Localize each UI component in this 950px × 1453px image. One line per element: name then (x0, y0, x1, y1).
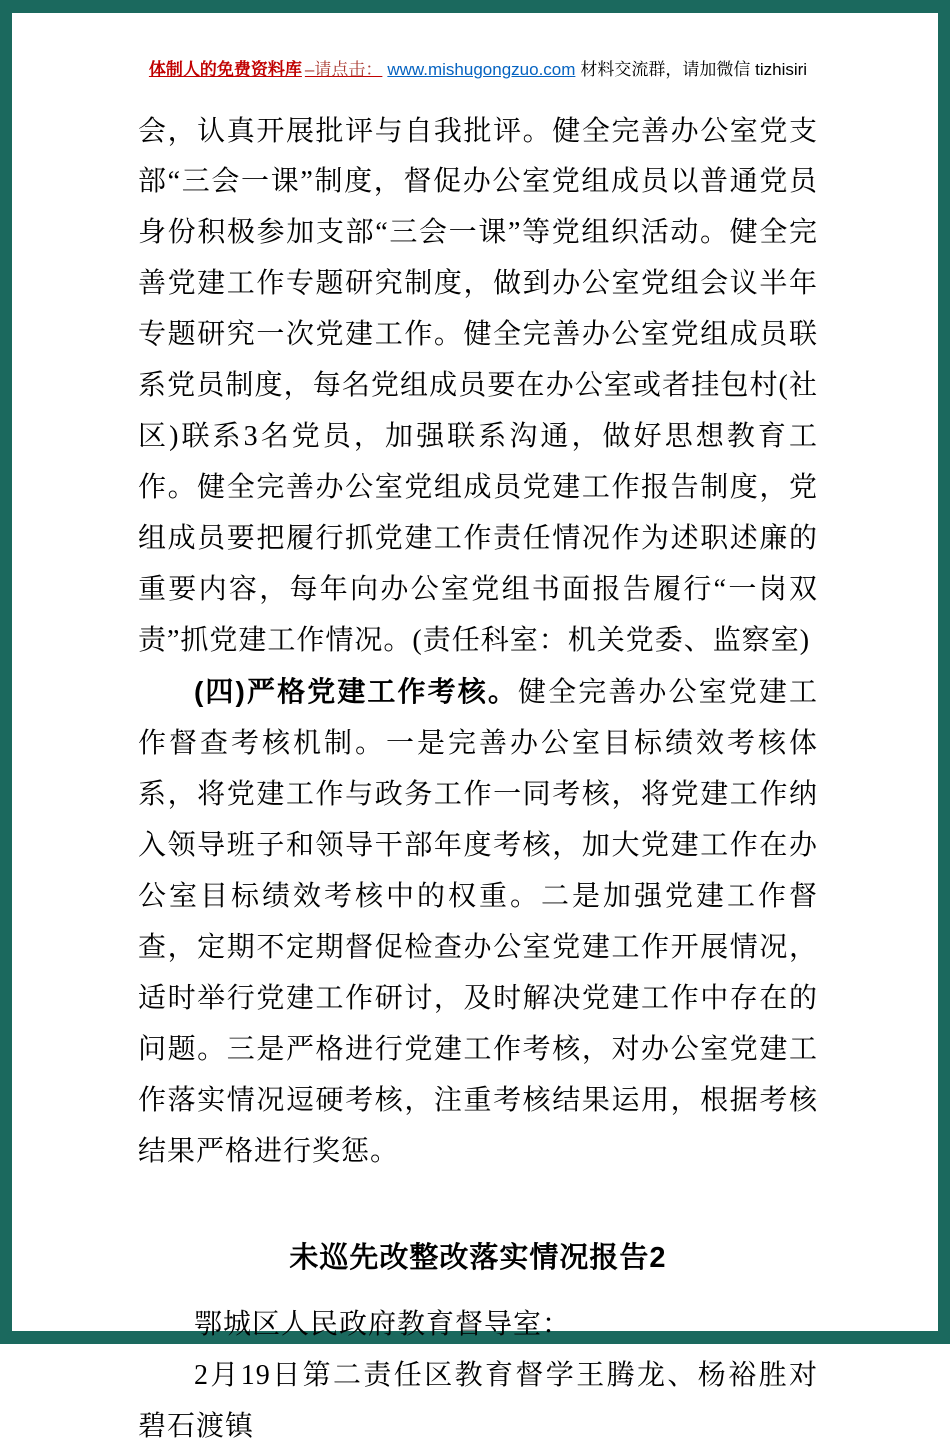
paragraph-text: 健全完善办公室党建工作督查考核机制。一是完善办公室目标绩效考核体系，将党建工作与政务工作一同考核，将党建工作纳入领导班子和领导干部年度考核，加大党建工作在办公室目标绩效考核中的权重。二是加强党建工作督查，定期不定期督促检查办公室党建工作开展情况，适时举行党建工作研讨，及时解决党建工作中存在的问题。三是严格进行党建工作考核，对办公室党建工作落实情况逗硬考核，注重考核结果运用，根据考核结果严格进行奖惩。 (138, 677, 818, 1167)
promo-suffix-text: 材料交流群，请加微信 tizhisiri (580, 60, 807, 79)
promo-link[interactable]: www.mishugongzuo.com (387, 60, 575, 79)
promo-header (138, 57, 818, 83)
paragraph-salutation: 鄂城区人民政府教育督导室： (138, 1300, 818, 1351)
document-body (138, 107, 818, 1453)
section-heading: 未巡先改整改落实情况报告2 (138, 1232, 818, 1285)
promo-brand-label: 体制人的免费资料库 (149, 60, 302, 79)
document-page (12, 13, 938, 1331)
paragraph-bold-lead: (四)严格党建工作考核。 (194, 676, 518, 707)
paragraph-continued: 会，认真开展批评与自我批评。健全完善办公室党支部“三会一课”制度，督促办公室党组成员以普通党员身份积极参加支部“三会一课”等党组织活动。健全完善党建工作专题研究制度，做到办公室党组会议半年专题研究一次党建工作。健全完善办公室党组成员联系党员制度，每名党组成员要在办公室或者挂包村(社区)联系3名党员，加强联系沟通，做好思想教育工作。健全完善办公室党组成员党建工作报告制度，党组成员要把履行抓党建工作责任情况作为述职述廉的重要内容，每年向办公室党组书面报告履行“一岗双责”抓党建工作情况。(责任科室：机关党委、监察室) (138, 107, 818, 667)
paragraph-report-intro: 2月19日第二责任区教育督学王腾龙、杨裕胜对碧石渡镇 (138, 1351, 818, 1453)
paragraph-section-four (138, 667, 818, 1178)
promo-click-prompt: –请点击： (305, 60, 382, 79)
